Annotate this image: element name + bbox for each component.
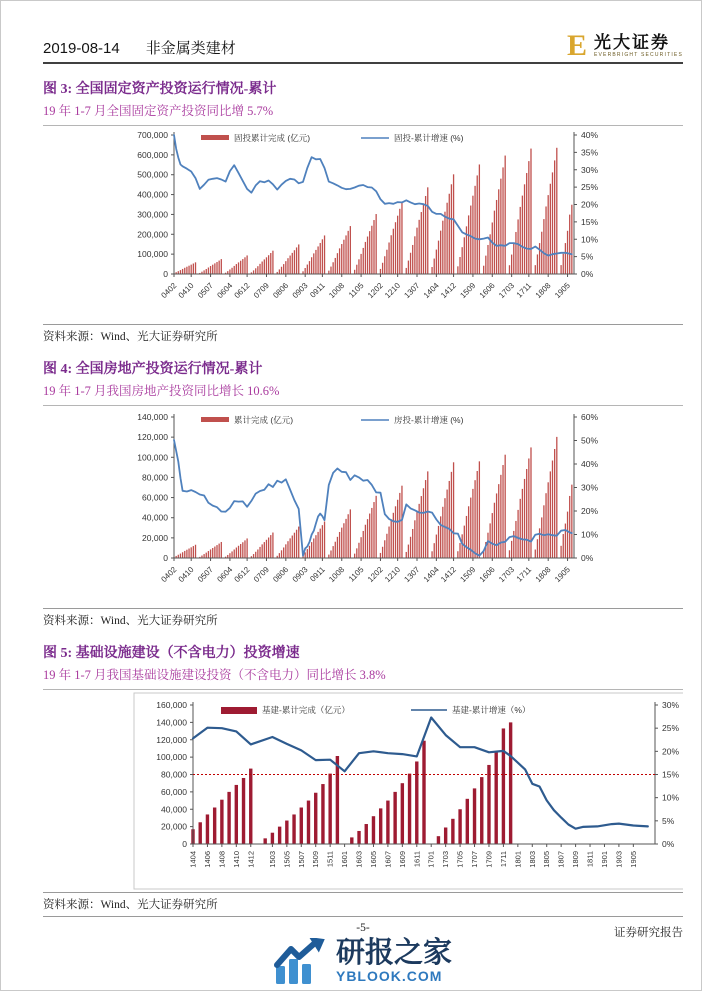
- svg-text:15%: 15%: [581, 216, 599, 227]
- svg-text:600,000: 600,000: [137, 149, 168, 160]
- svg-text:0%: 0%: [662, 839, 675, 849]
- svg-text:100,000: 100,000: [137, 452, 168, 463]
- svg-text:500,000: 500,000: [137, 169, 168, 180]
- svg-text:0806: 0806: [271, 281, 291, 300]
- figure-3-source: 资料来源：Wind、光大证券研究所: [43, 331, 218, 343]
- svg-text:1505: 1505: [282, 851, 292, 868]
- svg-text:1809: 1809: [571, 851, 581, 868]
- figure-4-caption: 图 4: 全国房地产投资运行情况-累计: [43, 362, 263, 377]
- svg-text:1412: 1412: [439, 565, 458, 584]
- svg-text:20,000: 20,000: [161, 821, 187, 832]
- svg-text:5%: 5%: [662, 815, 675, 826]
- svg-text:700,000: 700,000: [137, 130, 168, 140]
- svg-text:300,000: 300,000: [137, 209, 168, 220]
- svg-text:20,000: 20,000: [142, 532, 168, 543]
- svg-text:20%: 20%: [662, 746, 680, 757]
- svg-text:30%: 30%: [581, 164, 599, 175]
- page-number: -5-: [356, 922, 370, 934]
- figure-5: [43, 642, 683, 912]
- svg-text:30%: 30%: [662, 700, 680, 710]
- svg-text:1703: 1703: [441, 851, 451, 868]
- svg-text:400,000: 400,000: [137, 189, 168, 200]
- brand-name: 光大证券: [593, 33, 670, 52]
- svg-text:1903: 1903: [614, 851, 624, 868]
- svg-text:1210: 1210: [383, 281, 403, 300]
- svg-text:1705: 1705: [455, 851, 465, 868]
- svg-text:1404: 1404: [421, 565, 441, 584]
- svg-text:1808: 1808: [533, 281, 553, 300]
- svg-text:1703: 1703: [497, 565, 517, 584]
- figure-3-caption: 图 3: 全国固定资产投资运行情况-累计: [43, 82, 277, 97]
- svg-text:10%: 10%: [581, 234, 599, 245]
- brand-subtitle: EVERBRIGHT SECURITIES: [593, 52, 683, 58]
- svg-text:1408: 1408: [217, 851, 227, 868]
- svg-text:0402: 0402: [159, 565, 179, 584]
- chart-4-real-estate-investment: [43, 408, 683, 606]
- svg-text:1805: 1805: [542, 851, 552, 868]
- figure-3-source-rule: [43, 324, 683, 325]
- chart-5-infrastructure-investment: [43, 692, 683, 890]
- svg-text:80,000: 80,000: [142, 472, 168, 483]
- svg-text:1607: 1607: [383, 851, 393, 868]
- svg-text:0410: 0410: [176, 565, 196, 584]
- svg-text:0604: 0604: [215, 565, 235, 584]
- svg-text:1404: 1404: [188, 851, 198, 868]
- svg-text:1412: 1412: [439, 281, 458, 300]
- svg-text:1703: 1703: [497, 281, 517, 300]
- svg-text:0806: 0806: [271, 565, 291, 584]
- svg-text:30%: 30%: [581, 482, 599, 493]
- svg-text:1210: 1210: [383, 565, 403, 584]
- svg-text:1808: 1808: [533, 565, 553, 584]
- svg-text:房投-累计增速 (%): 房投-累计增速 (%): [394, 415, 464, 425]
- figure-3-subtitle: 19 年 1-7 月全国固定资产投资同比增 5.7%: [43, 104, 274, 118]
- svg-text:1709: 1709: [484, 851, 494, 868]
- svg-text:基建-累计完成（亿元）: 基建-累计完成（亿元）: [262, 705, 350, 715]
- report-section: 非金属类建材: [145, 40, 236, 57]
- svg-text:1008: 1008: [327, 565, 347, 584]
- svg-text:1711: 1711: [514, 565, 534, 584]
- svg-text:40,000: 40,000: [142, 512, 168, 523]
- svg-text:1105: 1105: [346, 565, 366, 584]
- svg-text:120,000: 120,000: [156, 734, 187, 745]
- brand-text: [594, 34, 683, 58]
- svg-text:0507: 0507: [196, 565, 215, 584]
- footer-row: [43, 922, 683, 938]
- svg-text:0911: 0911: [308, 565, 327, 584]
- svg-text:0604: 0604: [215, 281, 235, 300]
- svg-text:1509: 1509: [458, 281, 478, 300]
- svg-text:1507: 1507: [296, 851, 306, 868]
- svg-text:基建-累计增速（%）: 基建-累计增速（%）: [452, 705, 531, 715]
- brand-logo-icon: E: [566, 29, 587, 62]
- svg-text:1202: 1202: [365, 565, 385, 584]
- svg-text:1807: 1807: [556, 851, 566, 868]
- figure-5-rule: [43, 689, 683, 690]
- svg-text:0410: 0410: [176, 281, 196, 300]
- svg-text:15%: 15%: [662, 769, 680, 780]
- svg-text:1307: 1307: [402, 565, 422, 584]
- svg-text:0: 0: [163, 269, 168, 279]
- svg-text:1603: 1603: [354, 851, 364, 868]
- svg-text:0%: 0%: [581, 553, 594, 563]
- svg-text:1410: 1410: [231, 851, 241, 868]
- svg-text:40%: 40%: [581, 130, 599, 140]
- svg-text:60,000: 60,000: [142, 492, 168, 503]
- svg-text:0911: 0911: [308, 281, 327, 300]
- figure-5-source-rule: [43, 892, 683, 893]
- svg-text:20%: 20%: [581, 506, 599, 516]
- svg-text:1811: 1811: [585, 851, 595, 868]
- svg-text:1707: 1707: [470, 851, 480, 868]
- svg-text:0709: 0709: [251, 565, 271, 584]
- svg-text:1606: 1606: [477, 281, 497, 300]
- svg-text:1905: 1905: [553, 281, 572, 300]
- svg-text:40,000: 40,000: [161, 804, 187, 815]
- svg-text:100,000: 100,000: [156, 752, 187, 763]
- svg-text:0507: 0507: [196, 281, 215, 300]
- svg-text:160,000: 160,000: [156, 700, 187, 710]
- svg-text:0%: 0%: [581, 269, 594, 279]
- watermark-chart-arrow-icon: [274, 938, 326, 984]
- svg-text:1503: 1503: [267, 851, 277, 868]
- svg-text:1605: 1605: [368, 851, 378, 868]
- svg-text:140,000: 140,000: [137, 412, 168, 422]
- svg-text:1701: 1701: [426, 851, 436, 868]
- page-footer: [43, 916, 683, 984]
- page-content: [43, 1, 683, 912]
- svg-text:0903: 0903: [290, 565, 310, 584]
- svg-text:35%: 35%: [581, 147, 599, 158]
- svg-text:1307: 1307: [402, 281, 422, 300]
- figure-4-source-rule: [43, 608, 683, 609]
- svg-text:0709: 0709: [251, 281, 271, 300]
- svg-text:累计完成 (亿元): 累计完成 (亿元): [234, 415, 294, 425]
- svg-text:1105: 1105: [346, 281, 366, 300]
- svg-text:0612: 0612: [232, 281, 252, 300]
- figure-4-source: 资料来源：Wind、光大证券研究所: [43, 615, 218, 627]
- svg-text:0612: 0612: [232, 565, 252, 584]
- figure-4: [43, 358, 683, 628]
- svg-text:40%: 40%: [581, 459, 599, 469]
- svg-text:1901: 1901: [599, 851, 609, 868]
- svg-text:0: 0: [163, 553, 168, 563]
- svg-text:1202: 1202: [365, 281, 385, 300]
- watermark-site: YBLOOK.COM: [335, 968, 443, 984]
- svg-text:25%: 25%: [662, 723, 680, 734]
- svg-text:10%: 10%: [581, 529, 599, 540]
- svg-text:1509: 1509: [458, 565, 478, 584]
- watermark-text: [336, 938, 452, 984]
- svg-text:1801: 1801: [513, 851, 523, 868]
- svg-text:固投累计完成 (亿元): 固投累计完成 (亿元): [234, 133, 311, 143]
- svg-text:1905: 1905: [628, 851, 638, 868]
- svg-text:0402: 0402: [159, 281, 179, 300]
- figure-5-caption: 图 5: 基础设施建设（不含电力）投资增速: [43, 646, 300, 661]
- svg-text:20%: 20%: [581, 199, 599, 210]
- svg-text:1601: 1601: [340, 851, 350, 868]
- svg-text:1609: 1609: [397, 851, 407, 868]
- figure-5-source: 资料来源：Wind、光大证券研究所: [43, 899, 218, 911]
- svg-text:60%: 60%: [581, 412, 599, 422]
- svg-text:1611: 1611: [412, 851, 422, 868]
- figure-4-subtitle: 19 年 1-7 月我国房地产投资同比增长 10.6%: [43, 384, 280, 398]
- svg-text:200,000: 200,000: [137, 229, 168, 240]
- svg-text:1412: 1412: [246, 851, 256, 868]
- watermark-name: 研报之家: [335, 937, 452, 969]
- svg-text:1803: 1803: [527, 851, 537, 868]
- svg-text:1711: 1711: [514, 281, 534, 300]
- svg-text:80,000: 80,000: [161, 769, 187, 780]
- figure-4-rule: [43, 405, 683, 406]
- svg-text:1404: 1404: [421, 281, 441, 300]
- report-date: 2019-08-14: [43, 40, 120, 57]
- svg-text:1711: 1711: [498, 851, 508, 868]
- header-title: [43, 37, 236, 58]
- svg-text:1905: 1905: [553, 565, 572, 584]
- svg-text:100,000: 100,000: [137, 249, 168, 260]
- footer-rule: [43, 916, 683, 917]
- watermark: [43, 938, 683, 984]
- figure-5-subtitle: 19 年 1-7 月我国基础设施建设投资（不含电力）同比增长 3.8%: [43, 668, 386, 682]
- svg-text:固投-累计增速 (%): 固投-累计增速 (%): [394, 133, 464, 143]
- svg-text:50%: 50%: [581, 435, 599, 446]
- report-type-label: 证券研究报告: [614, 927, 683, 939]
- svg-text:5%: 5%: [581, 251, 594, 262]
- svg-text:10%: 10%: [662, 792, 680, 803]
- page-header: [43, 29, 683, 64]
- svg-text:1511: 1511: [325, 851, 335, 868]
- svg-text:1509: 1509: [311, 851, 321, 868]
- svg-text:140,000: 140,000: [156, 717, 187, 728]
- svg-text:1406: 1406: [202, 851, 212, 868]
- svg-text:120,000: 120,000: [137, 432, 168, 443]
- svg-text:25%: 25%: [581, 182, 599, 193]
- brand-logo: [566, 29, 683, 62]
- svg-text:1008: 1008: [327, 281, 347, 300]
- figure-3: [43, 78, 683, 344]
- svg-text:1606: 1606: [477, 565, 497, 584]
- svg-text:0: 0: [182, 839, 187, 849]
- svg-text:0903: 0903: [290, 281, 310, 300]
- chart-3-fixed-asset-investment: [43, 128, 683, 322]
- svg-text:60,000: 60,000: [161, 786, 187, 797]
- figure-3-rule: [43, 125, 683, 126]
